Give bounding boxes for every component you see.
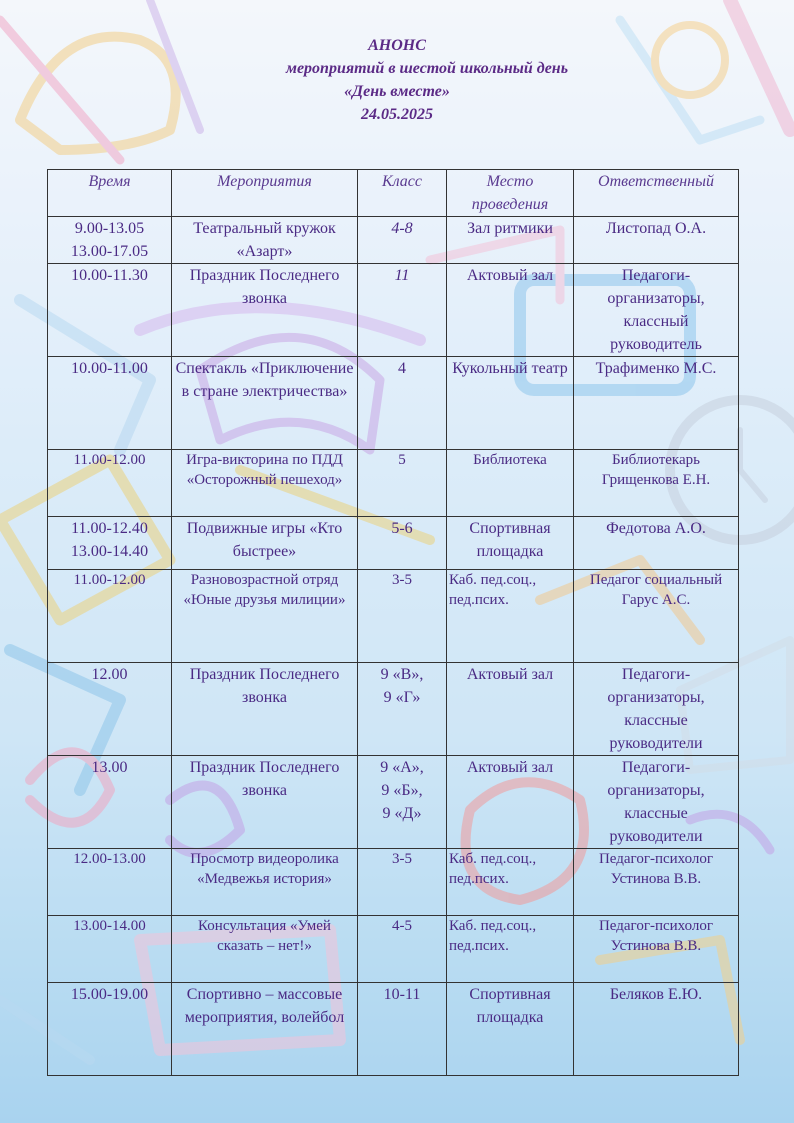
class-cell: 5 — [358, 450, 447, 517]
table-row — [48, 357, 739, 450]
table-row — [48, 264, 739, 357]
column-header-responsible: Ответственный — [574, 170, 739, 217]
responsible-cell: Федотова А.О. — [574, 517, 739, 570]
event-cell: Подвижные игры «Кто быстрее» — [172, 517, 358, 570]
place-cell: Зал ритмики — [447, 217, 574, 264]
time-cell: 10.00-11.00 — [48, 357, 172, 450]
column-header-time: Время — [48, 170, 172, 217]
event-cell: Спортивно – массовые мероприятия, волейбол — [172, 983, 358, 1076]
table-row — [48, 983, 739, 1076]
responsible-cell: Трафименко М.С. — [574, 357, 739, 450]
responsible-cell: Педагог-психолог Устинова В.В. — [574, 916, 739, 983]
event-cell: Праздник Последнего звонка — [172, 663, 358, 756]
responsible-cell: Педагоги-организаторы, классные руководители — [574, 756, 739, 849]
event-cell: Праздник Последнего звонка — [172, 756, 358, 849]
header-subtitle: мероприятий в шестой школьный день — [285, 60, 568, 77]
class-cell: 4-8 — [358, 217, 447, 264]
responsible-cell: Педагог-психолог Устинова В.В. — [574, 849, 739, 916]
responsible-cell: Педагоги-организаторы, классные руководители — [574, 663, 739, 756]
class-cell: 5-6 — [358, 517, 447, 570]
place-cell: Актовый зал — [447, 264, 574, 357]
event-cell: Разновозрастной отряд «Юные друзья милиции» — [172, 570, 358, 663]
table-row — [48, 663, 739, 756]
place-cell: Кукольный театр — [447, 357, 574, 450]
event-cell: Театральный кружок «Азарт» — [172, 217, 358, 264]
place-cell: Каб. пед.соц., пед.псих. — [447, 849, 574, 916]
column-header-class: Класс — [358, 170, 447, 217]
time-cell: 12.00-13.00 — [48, 849, 172, 916]
responsible-cell: Педагоги-организаторы, классный руководитель — [574, 264, 739, 357]
class-cell: 4 — [358, 357, 447, 450]
class-cell: 9 «А», 9 «Б», 9 «Д» — [358, 756, 447, 849]
responsible-cell: Библиотекарь Грищенкова Е.Н. — [574, 450, 739, 517]
place-cell: Библиотека — [447, 450, 574, 517]
class-cell: 11 — [358, 264, 447, 357]
table-row — [48, 849, 739, 916]
schedule-table — [47, 169, 739, 1076]
place-cell: Каб. пед.соц., пед.псих. — [447, 570, 574, 663]
table-row — [48, 450, 739, 517]
event-cell: Праздник Последнего звонка — [172, 264, 358, 357]
time-cell: 10.00-11.30 — [48, 264, 172, 357]
place-cell: Спортивная площадка — [447, 517, 574, 570]
column-header-place: Место проведения — [447, 170, 574, 217]
time-cell: 15.00-19.00 — [48, 983, 172, 1076]
table-row — [48, 217, 739, 264]
header-title: АНОНС — [368, 37, 426, 54]
time-cell: 12.00 — [48, 663, 172, 756]
header-event-name: «День вместе» — [344, 83, 450, 100]
responsible-cell: Листопад О.А. — [574, 217, 739, 264]
class-cell: 9 «В», 9 «Г» — [358, 663, 447, 756]
time-cell: 11.00-12.00 — [48, 570, 172, 663]
time-cell: 9.00-13.05 13.00-17.05 — [48, 217, 172, 264]
table-row — [48, 756, 739, 849]
class-cell: 3-5 — [358, 849, 447, 916]
table-row — [48, 570, 739, 663]
responsible-cell: Педагог социальный Гарус А.С. — [574, 570, 739, 663]
time-cell: 11.00-12.40 13.00-14.40 — [48, 517, 172, 570]
class-cell: 10-11 — [358, 983, 447, 1076]
event-cell: Консультация «Умей сказать – нет!» — [172, 916, 358, 983]
class-cell: 4-5 — [358, 916, 447, 983]
time-cell: 13.00 — [48, 756, 172, 849]
place-cell: Актовый зал — [447, 663, 574, 756]
event-cell: Просмотр видеоролика «Медвежья история» — [172, 849, 358, 916]
event-cell: Игра-викторина по ПДД «Осторожный пешеход» — [172, 450, 358, 517]
event-cell: Спектакль «Приключение в стране электричества» — [172, 357, 358, 450]
place-cell: Спортивная площадка — [447, 983, 574, 1076]
table-row — [48, 916, 739, 983]
table-header-row — [48, 170, 739, 217]
column-header-event: Мероприятия — [172, 170, 358, 217]
header-date: 24.05.2025 — [361, 106, 433, 123]
responsible-cell: Беляков Е.Ю. — [574, 983, 739, 1076]
place-cell: Актовый зал — [447, 756, 574, 849]
place-cell: Каб. пед.соц., пед.псих. — [447, 916, 574, 983]
class-cell: 3-5 — [358, 570, 447, 663]
time-cell: 11.00-12.00 — [48, 450, 172, 517]
table-row — [48, 517, 739, 570]
time-cell: 13.00-14.00 — [48, 916, 172, 983]
page-header — [0, 34, 794, 126]
